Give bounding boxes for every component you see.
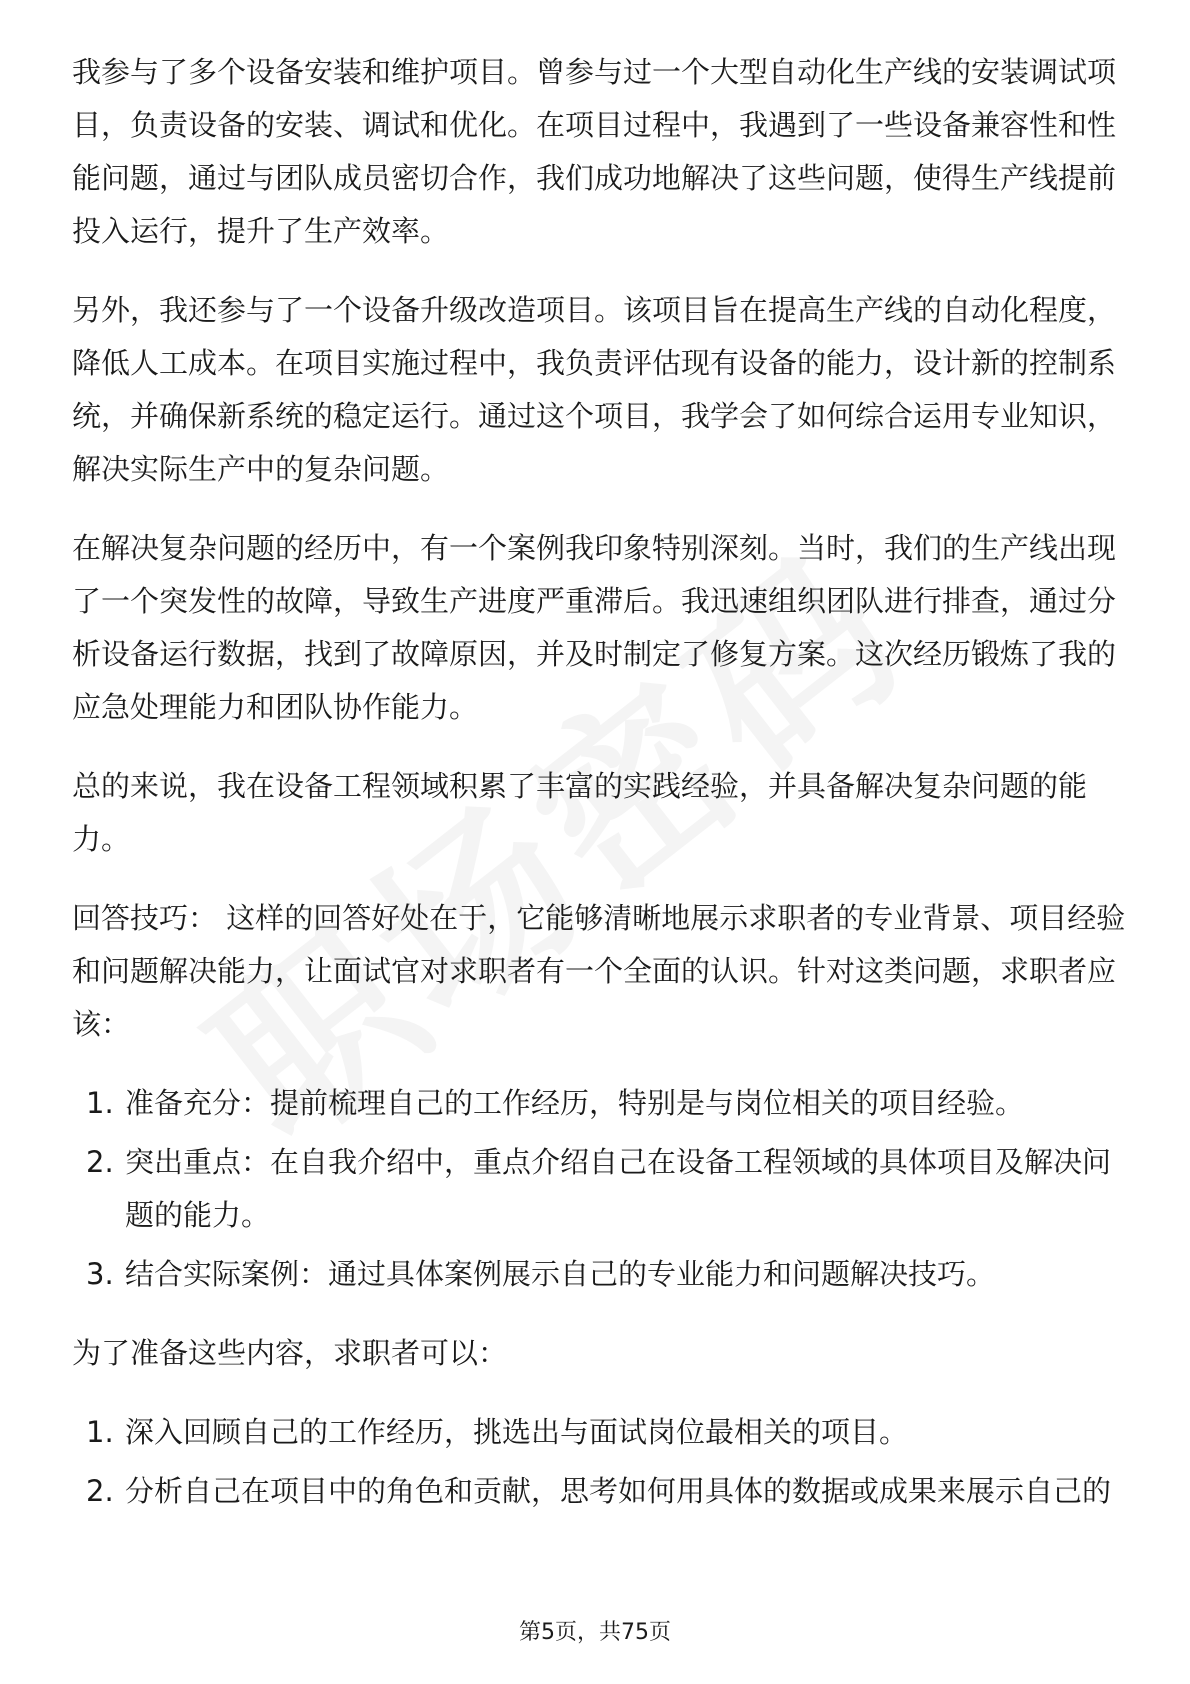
list-item-number: 1.	[86, 1086, 114, 1120]
paragraph-prep-intro: 为了准备这些内容，求职者可以：	[72, 1336, 508, 1370]
paragraph-projects: 我参与了多个设备安装和维护项目。曾参与过一个大型自动化生产线的安装调试项目，负责设备的安装、调试和优化。在项目过程中，我遇到了一些设备兼容性和性能问题，通过与团队成员密切合作，我们成功地解决了这些问题，使得生产线提前投入运行，提升了生产效率。	[72, 55, 1117, 248]
list-item-number: 1.	[86, 1415, 114, 1449]
list-item-number: 2.	[86, 1145, 114, 1179]
list-item-number: 3.	[86, 1257, 114, 1291]
paragraph-complex-problem: 在解决复杂问题的经历中，有一个案例我印象特别深刻。当时，我们的生产线出现了一个突发性的故障，导致生产进度严重滞后。我迅速组织团队进行排查，通过分析设备运行数据，找到了故障原因，并及时制定了修复方案。这次经历锻炼了我的应急处理能力和团队协作能力。	[72, 531, 1117, 724]
paragraph-summary: 总的来说，我在设备工程领域积累了丰富的实践经验，并具备解决复杂问题的能力。	[72, 769, 1088, 856]
list-item-text: 突出重点：在自我介绍中，重点介绍自己在设备工程领域的具体项目及解决问题的能力。	[125, 1145, 1112, 1232]
paragraph-answer-tips: 回答技巧： 这样的回答好处在于，它能够清晰地展示求职者的专业背景、项目经验和问题解决能力，让面试官对求职者有一个全面的认识。针对这类问题，求职者应该：	[72, 901, 1126, 1041]
list-item	[72, 1248, 1132, 1301]
list-item	[72, 1406, 1132, 1459]
page-number-footer: 第5页，共75页	[519, 1620, 671, 1645]
tips-list	[72, 1077, 1132, 1301]
list-item-number: 2.	[86, 1474, 114, 1508]
list-item-text: 分析自己在项目中的角色和贡献，思考如何用具体的数据或成果来展示自己的	[125, 1474, 1112, 1508]
prep-list	[72, 1406, 1132, 1518]
list-item-text: 深入回顾自己的工作经历，挑选出与面试岗位最相关的项目。	[125, 1415, 909, 1449]
list-item-text: 结合实际案例：通过具体案例展示自己的专业能力和问题解决技巧。	[125, 1257, 996, 1291]
list-item-text: 准备充分：提前梳理自己的工作经历，特别是与岗位相关的项目经验。	[125, 1086, 1025, 1120]
document-body	[72, 46, 1132, 1544]
list-item	[72, 1077, 1132, 1130]
list-item	[72, 1136, 1132, 1242]
list-item	[72, 1465, 1132, 1518]
paragraph-upgrade-project: 另外，我还参与了一个设备升级改造项目。该项目旨在提高生产线的自动化程度，降低人工成本。在项目实施过程中，我负责评估现有设备的能力，设计新的控制系统，并确保新系统的稳定运行。通过这个项目，我学会了如何综合运用专业知识，解决实际生产中的复杂问题。	[72, 293, 1117, 486]
